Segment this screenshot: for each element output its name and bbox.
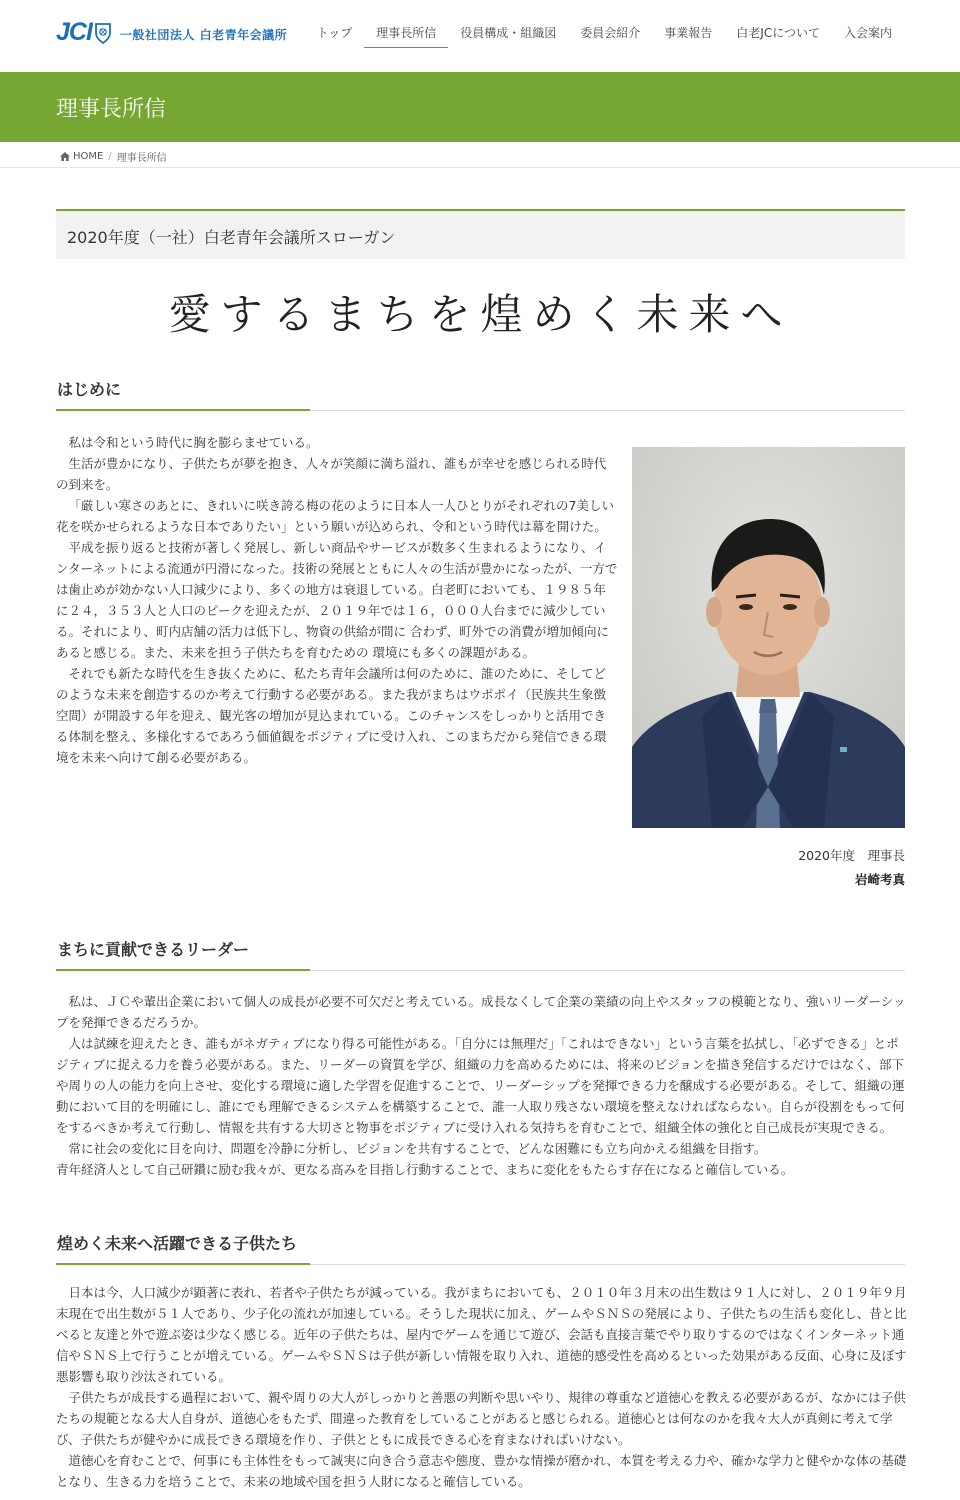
section-heading-leader bbox=[56, 935, 905, 971]
section-body-introduction bbox=[56, 432, 618, 768]
section-body-children bbox=[56, 1282, 908, 1492]
paragraph: 子供たちが成長する過程において、親や周りの大人がしっかりと善悪の判断や思いやり、規律の尊重など道徳心を教える必要があるが、なかには子供たちの規範となる大人自身が、道徳心をもたず、間違った教育をしていることがあると感じられる。道徳心とは何なのかを我々大人が真剣に考えて学び、子供たちが健やかに成長できる環境を作り、子供とともに成長できる心を育まなければいけない。 bbox=[56, 1390, 906, 1447]
section-heading-introduction bbox=[56, 375, 905, 411]
breadcrumb bbox=[0, 142, 960, 168]
slogan-heading: 2020年度（一社）白老青年会議所スローガン bbox=[67, 228, 396, 247]
paragraph: 「厳しい寒さのあとに、きれいに咲き誇る梅の花のように日本人一人ひとりがそれぞれの7美しい花を咲かせられるような日本でありたい」という願いが込められ、令和という時代は幕を開けた。 bbox=[56, 498, 614, 534]
breadcrumb-separator: / bbox=[108, 151, 112, 162]
nav-item-committees[interactable]: 委員会紹介 bbox=[580, 26, 641, 40]
slogan-text: 愛するまちを煌めく未来へ bbox=[168, 290, 793, 339]
president-portrait-image bbox=[632, 447, 905, 828]
president-photo bbox=[632, 447, 905, 828]
paragraph: それでも新たな時代を生き抜くために、私たち青年会議所は何のために、誰のために、そしてどのような未来を創造するのか考えて行動する必要がある。また我がまちはウポポイ（民族共生象徴空間）が開設する年を迎え、観光客の増加が見込まれている。このチャンスをしっかりと活用できる体制を整え、多様化するであろう価値観をポジティブに受け入れ、このまちだから発信できる環境を未来へ向けて創る必要がある。 bbox=[56, 666, 607, 765]
logo-organization-name: 一般社団法人 白老青年会議所 bbox=[119, 28, 288, 42]
section-title: 煌めく未来へ活躍できる子供たち bbox=[57, 1234, 298, 1253]
paragraph: 人は試練を迎えたとき、誰もがネガティブになり得る可能性がある。「自分には無理だ」「これはできない」という言葉を払拭し、「必ずできる」とポジティブに捉える力を養う必要がある。また、リーダーの資質を学び、組織の力を高めるためには、将来のビジョンを描き発信するだけではなく、部下や周りの人の能力を向上させ、変化する環境に適した学習を促進することで、リーダーシップを発揮できる力を醸成する必要がある。そして、組織の運動において目的を明確にし、誰にでも理解できるシステムを構築することで、誰一人取り残さない環境を整えなければならない。自らが役割をもって何をするべきか考えて行動し、情報を共有する大切さと物事をポジティブに受け入れる気持ちを育むことで、組織全体の強化と自己成長が実現できる。 bbox=[56, 1036, 905, 1135]
paragraph: 青年経済人として自己研鑽に励む我々が、更なる高みを目指し行動することで、まちに変化をもたらす存在になると確信している。 bbox=[56, 1162, 794, 1177]
paragraph: 常に社会の変化に目を向け、問題を冷静に分析し、ビジョンを共有することで、どんな困難にも立ち向かえる組織を目指す。 bbox=[68, 1141, 767, 1156]
paragraph: 私は令和という時代に胸を膨らませている。 bbox=[68, 435, 319, 450]
nav-item-join[interactable]: 入会案内 bbox=[843, 26, 892, 40]
breadcrumb-home-link[interactable]: HOME bbox=[73, 151, 104, 162]
nav-item-president-policy[interactable]: 理事長所信 bbox=[364, 0, 448, 48]
nav-item-reports[interactable]: 事業報告 bbox=[664, 26, 713, 40]
breadcrumb-current: 理事長所信 bbox=[116, 153, 167, 164]
paragraph: 平成を振り返ると技術が著しく発展し、新しい商品やサービスが数多く生まれるようになり、インターネットによる流通が円滑になった。技術の発展とともに人々の生活が豊かになったが、一方では歯止めが効かない人口減少により、多くの地方は衰退している。白老町においても、１９８５年に２４，３５３人と人口のピークを迎えたが、２０１９年では１６，０００人台までに減少している。それにより、町内店舗の活力は低下し、物資の供給が間に 合わず、町外での消費が増加傾向にあると感じる。また、未来を担う子供たちを育むための 環境にも多くの課題がある。 bbox=[56, 540, 618, 660]
logo-mark: JCI bbox=[56, 18, 92, 46]
section-title: まちに貢献できるリーダー bbox=[57, 940, 250, 959]
paragraph: 日本は今、人口減少が顕著に表れ、若者や子供たちが減っている。我がまちにおいても、２０１０年３月末の出生数は９１人に対し、２０１９年９月末現在で出生数が５１人であり、少子化の流れが加速している。そうした現状に加え、ゲームやＳＮＳの発展により、子供たちの生活も変化し、昔と比べると友達と外で遊ぶ姿は少なく感じる。近年の子供たちは、屋内でゲームを通じて遊び、会話も直接言葉でやり取りするのではなくインターネット通信やＳＮＳ上で行うことが増えている。ゲームやＳＮＳは子供が新しい情報を取り入れ、道徳的感受性を高めるといった効果がある反面、心身に及ぼす悪影響も取り沙汰されている。 bbox=[56, 1285, 907, 1384]
section-heading-children bbox=[56, 1229, 905, 1265]
main-nav bbox=[305, 0, 904, 72]
slogan-heading-box bbox=[56, 209, 905, 259]
shield-icon bbox=[94, 22, 112, 44]
section-title: はじめに bbox=[57, 380, 122, 399]
page-title: 理事長所信 bbox=[56, 97, 167, 122]
section-body-leader bbox=[56, 991, 908, 1180]
president-role: 2020年度 理事長 bbox=[798, 848, 905, 863]
nav-item-top[interactable]: トップ bbox=[316, 26, 353, 40]
nav-item-organization[interactable]: 役員構成・組織図 bbox=[460, 26, 557, 40]
home-icon bbox=[60, 152, 70, 161]
site-logo[interactable] bbox=[56, 18, 287, 47]
paragraph: 生活が豊かになり、子供たちが夢を抱き、人々が笑顔に満ち溢れ、誰もが幸せを感じられる時代の到来を。 bbox=[56, 456, 607, 492]
site-header bbox=[0, 0, 960, 72]
nav-item-about[interactable]: 白老JCについて bbox=[736, 26, 820, 40]
president-name: 岩崎考真 bbox=[854, 872, 905, 887]
paragraph: 私は、ＪＣや輩出企業において個人の成長が必要不可欠だと考えている。成長なくして企業の業績の向上やスタッフの模範となり、強いリーダーシップを発揮できるだろうか。 bbox=[56, 994, 906, 1030]
page-title-band bbox=[0, 72, 960, 142]
paragraph: 道徳心を育むことで、何事にも主体性をもって誠実に向き合う意志や態度、豊かな情操が磨かれ、本質を考える力や、確かな学力と健やかな体の基礎となり、生きる力を培うことで、未来の地域や国を担う人財になると確信している。 bbox=[56, 1453, 907, 1489]
